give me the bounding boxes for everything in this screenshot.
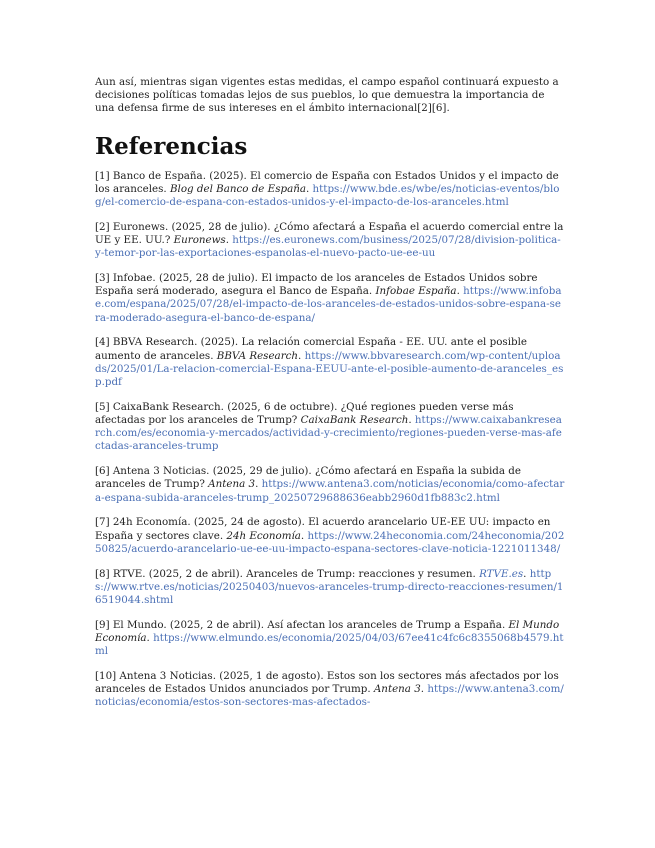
reference-text: [4] BBVA Research. (2025). La relación comercial España - EE. UU. ante el posible aumento de aranceles. bbox=[95, 336, 527, 362]
reference-source: Antena 3 bbox=[373, 683, 421, 696]
reference-link[interactable]: https://www.rtve.es/noticias/20250403/nuevos-aranceles-trump-directo-reacciones-resumen/16519044.shtml bbox=[95, 567, 564, 607]
reference-text: [9] El Mundo. (2025, 2 de abril). Así afectan los aranceles de Trump a España. bbox=[95, 618, 509, 631]
intro-paragraph: Aun así, mientras sigan vigentes estas medidas, el campo español continuará expuesto a decisiones políticas tomadas lejos de sus pueblos, lo que demuestra la importancia de una defensa firme de sus intereses en el ámbito internacional[2][6]. bbox=[95, 76, 559, 115]
reference-link[interactable]: https://www.24heconomia.com/24heconomia/20250825/acuerdo-arancelario-ue-ee-uu-impacto-espana-sectores-clave-noticia-1221011348/ bbox=[95, 529, 565, 555]
reference-link[interactable]: https://www.caixabankresearch.com/es/economia-y-mercados/actividad-y-crecimiento/regiones-pueden-verse-mas-afectadas-aranceles-trump bbox=[95, 414, 562, 453]
reference-item bbox=[95, 272, 565, 325]
reference-text: [5] CaixaBank Research. (2025, 6 de octubre). ¿Qué regiones pueden verse más afectadas por los aranceles de Trump? bbox=[95, 400, 514, 427]
reference-punctuation: . bbox=[305, 182, 313, 195]
reference-link[interactable]: https://www.antena3.com/noticias/economia/estos-son-sectores-mas-afectados- bbox=[95, 683, 564, 709]
reference-source: 24h Economía bbox=[226, 529, 301, 542]
reference-item bbox=[95, 516, 565, 556]
reference-punctuation: . bbox=[523, 567, 530, 580]
reference-punctuation: . bbox=[225, 234, 233, 247]
reference-link[interactable]: https://www.antena3.com/noticias/economia/como-afectara-espana-subida-aranceles-trump_20250729688636eabb2960d1fb883c2.html bbox=[95, 478, 565, 504]
reference-link[interactable]: https://www.elmundo.es/economia/2025/04/03/67ee41c4fc6c8355068b4579.html bbox=[95, 632, 564, 658]
reference-text: [2] Euronews. (2025, 28 de julio). ¿Cómo afectará a España el acuerdo comercial entre la UE y EE. UU.? bbox=[95, 220, 564, 247]
reference-text: [1] Banco de España. (2025). El comercio de España con Estados Unidos y el impacto de los aranceles. bbox=[95, 169, 559, 195]
reference-punctuation: . bbox=[146, 632, 154, 645]
reference-text: [7] 24h Economía. (2025, 24 de agosto). El acuerdo arancelario UE-EE UU: impacto en España y sectores clave. bbox=[95, 516, 551, 542]
reference-link[interactable]: https://www.bbvaresearch.com/wp-content/uploads/2025/01/La-relacion-comercial-Espana-EEUU-ante-el-posible-aumento-de-aranceles_esp.pdf bbox=[95, 349, 564, 389]
reference-text: [6] Antena 3 Noticias. (2025, 29 de julio). ¿Cómo afectará en España la subida de aranceles de Trump? bbox=[95, 465, 521, 491]
reference-item bbox=[95, 170, 565, 210]
reference-source: BBVA Research bbox=[216, 349, 299, 362]
reference-punctuation: . bbox=[255, 478, 262, 491]
reference-text: [10] Antena 3 Noticias. (2025, 1 de agosto). Estos son los sectores más afectados por los aranceles de Estados Unidos anunciados por Trump. bbox=[95, 670, 559, 696]
reference-punctuation: . bbox=[298, 349, 305, 362]
reference-text: [8] RTVE. (2025, 2 de abril). Aranceles de Trump: reacciones y resumen. bbox=[95, 567, 480, 580]
reference-source: Antena 3 bbox=[208, 478, 256, 491]
reference-source: Euronews bbox=[173, 234, 226, 247]
reference-item bbox=[95, 568, 565, 608]
reference-source: Infobae España bbox=[375, 285, 457, 298]
reference-item bbox=[95, 670, 565, 710]
reference-source: Blog del Banco de España bbox=[169, 182, 306, 195]
reference-item bbox=[95, 401, 565, 454]
reference-link[interactable]: https://es.euronews.com/business/2025/07/28/division-politica-y-temor-por-las-exportaciones-espanolas-el-nuevo-pacto-ue-ee-uu bbox=[95, 234, 561, 260]
reference-source[interactable]: RTVE.es bbox=[479, 567, 524, 580]
reference-punctuation: . bbox=[408, 414, 415, 427]
reference-item bbox=[95, 221, 565, 261]
references-heading: Referencias bbox=[95, 132, 248, 160]
reference-item bbox=[95, 336, 565, 389]
reference-punctuation: . bbox=[456, 285, 464, 298]
reference-item bbox=[95, 619, 565, 659]
reference-source: El Mundo Economía bbox=[95, 618, 560, 645]
reference-link[interactable]: https://www.infobae.com/espana/2025/07/28/el-impacto-de-los-aranceles-de-estados-unidos-sobre-espana-sera-moderado-asegura-el-banco-de-espana/ bbox=[95, 285, 562, 324]
reference-item bbox=[95, 465, 565, 505]
reference-source: CaixaBank Research bbox=[300, 414, 409, 427]
document-page bbox=[95, 76, 565, 721]
reference-link[interactable]: https://www.bde.es/wbe/es/noticias-eventos/blog/el-comercio-de-espana-con-estados-unidos-y-el-impacto-de-los-aranceles.html bbox=[95, 182, 560, 209]
reference-punctuation: . bbox=[300, 529, 308, 542]
reference-list bbox=[95, 170, 565, 710]
reference-text: [3] Infobae. (2025, 28 de julio). El impacto de los aranceles de Estados Unidos sobre España será moderado, asegura el Banco de España. bbox=[95, 272, 538, 298]
reference-punctuation: . bbox=[420, 683, 428, 696]
